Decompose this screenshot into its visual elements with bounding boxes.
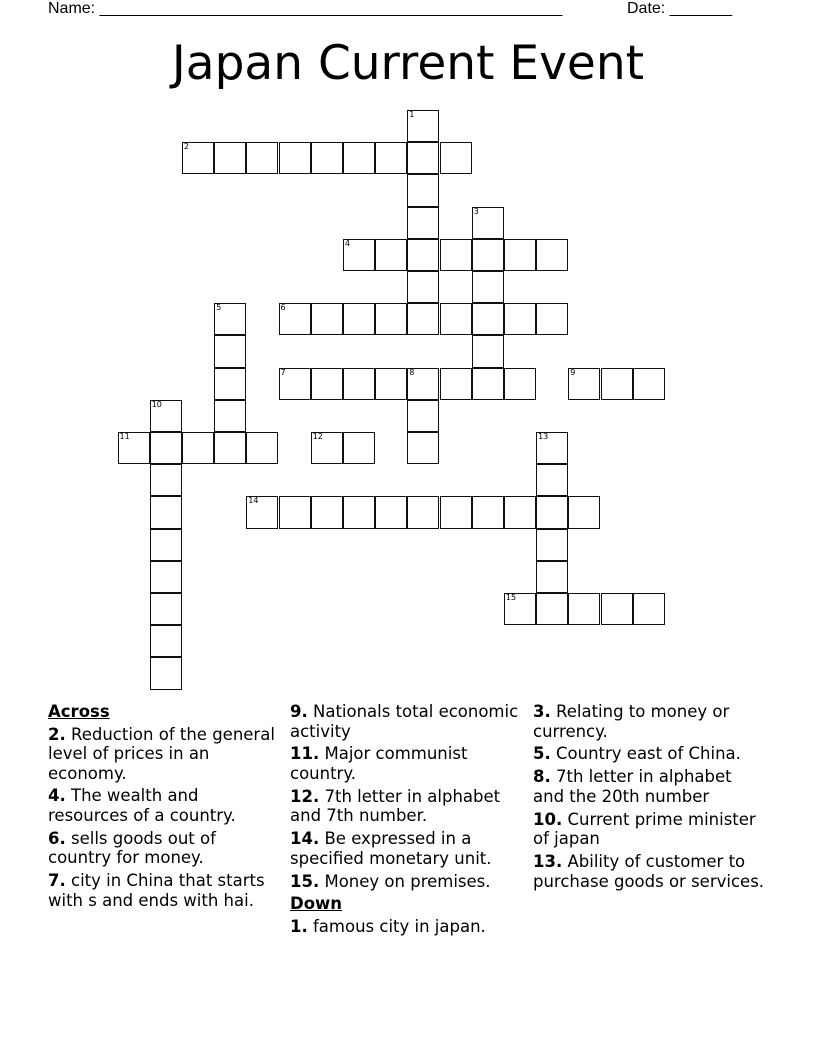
clue-text: Ability of customer to purchase goods or services. [533,852,765,891]
across-heading: Across [48,702,110,721]
clue-column-2 [290,702,524,940]
grid-cell[interactable] [343,432,375,464]
page-title: Japan Current Event [171,36,645,91]
grid-cell[interactable] [246,142,278,174]
down-heading: Down [290,894,343,914]
grid-cell[interactable] [633,593,665,625]
grid-cell[interactable] [375,303,407,335]
clue-number: 8. [533,767,551,787]
grid-cell[interactable] [472,303,504,335]
grid-cell[interactable] [472,271,504,303]
grid-cell[interactable] [311,432,343,464]
down-clue-10 [533,810,765,849]
grid-cell[interactable] [311,368,343,400]
grid-cell[interactable] [472,496,504,528]
grid-cell[interactable] [407,368,439,400]
grid-cell[interactable] [343,239,375,271]
across-clue-2 [48,725,280,784]
clue-number: 6. [48,828,66,848]
cell-number: 1 [409,110,415,119]
grid-cell[interactable] [311,496,343,528]
cell-number: 5 [216,303,222,313]
grid-cell[interactable] [150,400,182,432]
grid-cell[interactable] [150,464,182,496]
grid-cell[interactable] [182,432,214,464]
grid-cell[interactable] [150,561,182,593]
grid-cell[interactable] [279,496,311,528]
grid-cell[interactable] [504,593,536,625]
across-clue-4 [48,786,280,825]
across-clue-9 [290,702,524,741]
grid-cell[interactable] [214,368,246,400]
grid-cell[interactable] [536,464,568,496]
clue-text: Nationals total economic activity [290,702,519,741]
grid-cell[interactable] [375,368,407,400]
clue-number: 12. [290,786,320,806]
grid-cell[interactable] [472,368,504,400]
cell-number: 12 [312,432,323,441]
clue-text: famous city in japan. [307,916,486,936]
grid-cell[interactable] [472,335,504,367]
grid-cell[interactable] [407,239,439,271]
grid-cell[interactable] [214,432,246,464]
clue-text: city in China that starts with s and ends with hai. [48,871,265,910]
clue-number: 2. [48,724,66,744]
grid-cell[interactable] [279,303,311,335]
grid-cell[interactable] [536,529,568,561]
name-field[interactable]: Name: ____________________________________________________ [48,0,563,17]
cell-number: 10 [151,399,162,409]
clue-number: 3. [533,702,551,721]
down-clue-1 [290,917,524,937]
grid-cell[interactable] [568,368,600,400]
grid-cell[interactable] [214,303,246,335]
grid-cell[interactable] [343,368,375,400]
grid-cell[interactable] [375,496,407,528]
clue-number: 15. [290,871,320,891]
clue-number: 11. [290,744,320,764]
grid-cell[interactable] [407,496,439,528]
grid-cell[interactable] [375,239,407,271]
grid-cell[interactable] [150,432,182,464]
grid-cell[interactable] [472,239,504,271]
clue-text: Be expressed in a specified monetary unit. [290,829,492,868]
grid-cell[interactable] [407,110,439,142]
grid-cell[interactable] [214,400,246,432]
cell-number: 13 [538,432,549,441]
grid-cell[interactable] [601,368,633,400]
across-clue-15 [290,872,524,892]
clue-number: 9. [290,702,308,721]
grid-cell[interactable] [407,207,439,239]
grid-cell[interactable] [568,593,600,625]
grid-cell[interactable] [343,142,375,174]
grid-cell[interactable] [536,593,568,625]
grid-cell[interactable] [182,142,214,174]
grid-cell[interactable] [601,593,633,625]
cell-number: 15 [505,593,517,602]
grid-cell[interactable] [504,496,536,528]
clue-column-1 [48,702,280,914]
grid-cell[interactable] [472,207,504,239]
grid-cell[interactable] [343,303,375,335]
across-clue-7 [48,871,280,910]
grid-cell[interactable] [504,368,536,400]
clue-number: 5. [533,744,551,764]
clue-text: Major communist country. [290,744,468,783]
clue-number: 1. [290,916,308,936]
across-clue-6 [48,829,280,868]
across-clue-14 [290,829,524,868]
grid-cell[interactable] [440,239,472,271]
clue-text: Country east of China. [550,744,741,764]
grid-cell[interactable] [440,142,472,174]
clue-number: 4. [48,786,66,806]
clue-number: 14. [290,829,320,849]
down-clue-5 [533,744,765,764]
grid-cell[interactable] [633,368,665,400]
grid-cell[interactable] [568,496,600,528]
grid-cell[interactable] [504,239,536,271]
grid-cell[interactable] [279,142,311,174]
clue-text: Relating to money or currency. [533,702,730,741]
cell-number: 6 [280,303,286,313]
cell-number: 4 [344,238,350,248]
grid-cell[interactable] [536,496,568,528]
grid-cell[interactable] [150,657,182,689]
clue-text: 7th letter in alphabet and 7th number. [290,786,501,826]
cell-number: 3 [473,206,479,216]
grid-cell[interactable] [214,335,246,367]
clue-text: Money on premises. [319,871,491,891]
grid-cell[interactable] [246,432,278,464]
down-clue-3 [533,702,765,741]
date-field[interactable]: Date: _______ [627,0,732,17]
grid-cell[interactable] [311,303,343,335]
cell-number: 2 [183,142,189,152]
clue-number: 13. [533,852,563,872]
grid-cell[interactable] [407,303,439,335]
cell-number: 11 [119,432,130,441]
clue-number: 7. [48,871,66,891]
grid-cell[interactable] [118,432,150,464]
cell-number: 9 [570,367,576,377]
grid-cell[interactable] [214,142,246,174]
grid-cell[interactable] [536,239,568,271]
grid-cell[interactable] [440,368,472,400]
grid-cell[interactable] [536,303,568,335]
grid-cell[interactable] [407,142,439,174]
grid-cell[interactable] [536,432,568,464]
grid-cell[interactable] [536,561,568,593]
cell-number: 14 [248,496,259,506]
clue-text: Current prime minister of japan [533,809,756,849]
clue-text: The wealth and resources of a country. [48,786,236,825]
across-clue-12 [290,787,524,826]
grid-cell[interactable] [440,303,472,335]
grid-cell[interactable] [150,529,182,561]
grid-cell[interactable] [504,303,536,335]
clue-text: Reduction of the general level of prices in an economy. [48,724,275,783]
clue-text: 7th letter in alphabet and the 20th number [533,767,732,806]
grid-cell[interactable] [150,593,182,625]
grid-cell[interactable] [311,142,343,174]
grid-cell[interactable] [343,496,375,528]
grid-cell[interactable] [407,271,439,303]
grid-cell[interactable] [440,496,472,528]
clue-column-3 [533,702,765,894]
grid-cell[interactable] [407,400,439,432]
grid-cell[interactable] [407,174,439,206]
grid-cell[interactable] [150,625,182,657]
grid-cell[interactable] [407,432,439,464]
clue-number: 10. [533,809,563,829]
down-clue-8 [533,767,765,806]
grid-cell[interactable] [279,368,311,400]
down-clue-13 [533,852,765,891]
grid-cell[interactable] [150,496,182,528]
grid-cell[interactable] [375,142,407,174]
cell-number: 8 [409,367,415,377]
across-clue-11 [290,744,524,783]
grid-cell[interactable] [246,496,278,528]
clue-text: sells goods out of country for money. [48,828,216,868]
cell-number: 7 [280,367,286,377]
